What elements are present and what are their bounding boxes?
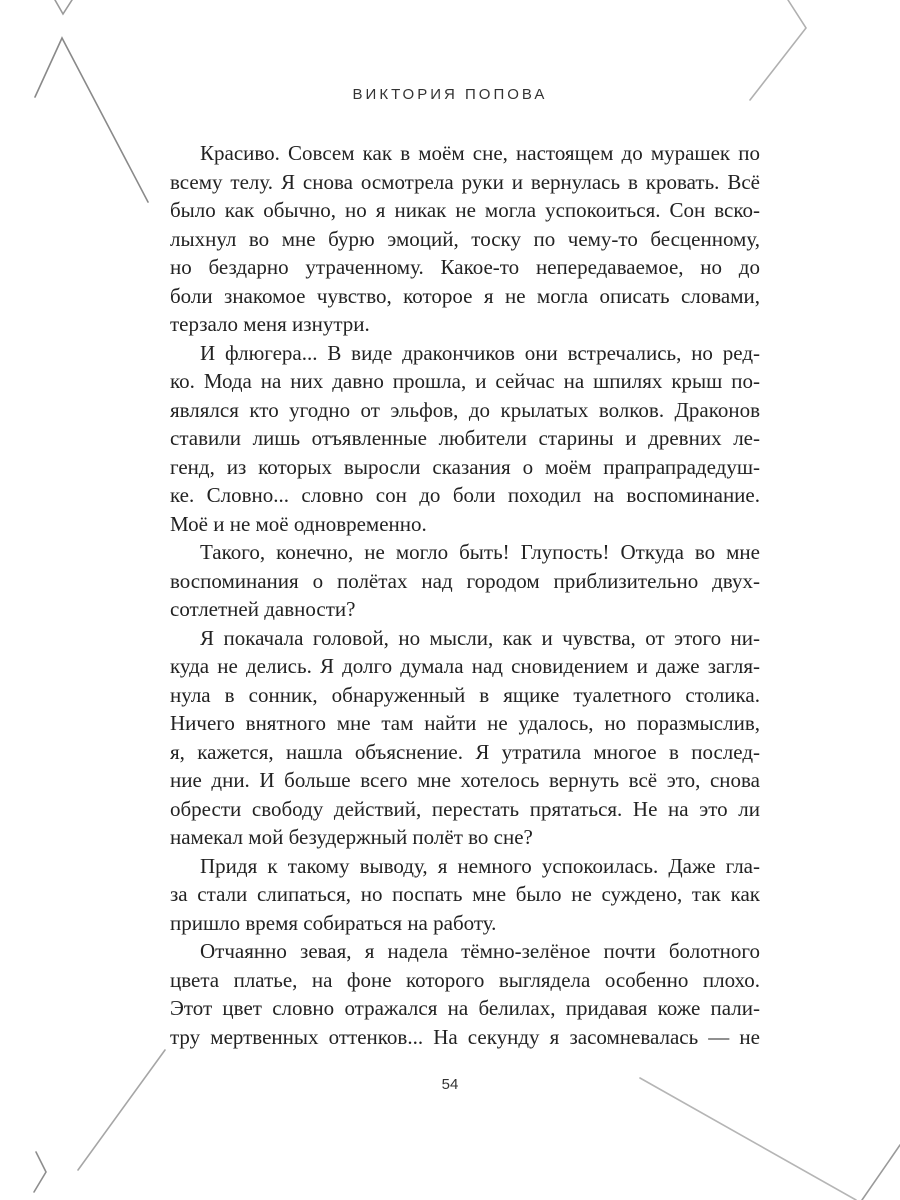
text-line: боли знакомое чувство, которое я не могла описать словами, (170, 283, 760, 308)
text-line: являлся кто угодно от эльфов, до крылатых волков. Драконов (170, 397, 760, 422)
text-line: куда не делись. Я долго думала над сновидением и даже загля- (170, 654, 760, 678)
text-line: было как обычно, но я никак не могла успокоиться. Сон вско- (170, 198, 760, 222)
text-line: Придя к такому выводу, я немного успокоилась. Даже гла- (200, 853, 760, 878)
text-line: Отчаянно зевая, я надела тёмно-зелёное почти болотного (200, 939, 760, 963)
text-line: И флюгера... В виде дракончиков они встречались, но ред- (200, 340, 760, 365)
text-line: генд, из которых выросли сказания о моём прапрапрадедуш- (170, 454, 760, 479)
bottom-left-chevron-line (34, 1152, 46, 1192)
text-line: цвета платье, на фоне которого выглядела особенно плохо. (170, 967, 760, 992)
paragraph (170, 139, 760, 339)
text-line: ние дни. И больше всего мне хотелось вернуть всё это, снова (170, 768, 760, 792)
text-line: ке. Словно... словно сон до боли походил на воспоминание. (170, 483, 760, 507)
top-right-chevron-line (750, 0, 806, 100)
paragraph (170, 852, 760, 938)
text-line: терзало меня изнутри. (170, 312, 370, 336)
text-line: Этот цвет словно отражался на белилах, придавая коже пали- (170, 996, 760, 1020)
text-line: нула в сонник, обнаруженный в ящике туалетного столика. (170, 682, 760, 707)
text-line: Красиво. Совсем как в моём сне, настоящем до мурашек по (200, 141, 760, 165)
paragraph (170, 538, 760, 624)
text-line: Я покачала головой, но мысли, как и чувства, от этого ни- (200, 625, 760, 650)
paragraph (170, 624, 760, 852)
text-line: сотлетней давности? (170, 597, 356, 621)
text-line: Ничего внятного мне там найти не удалось, но поразмыслив, (170, 711, 760, 735)
text-line: но бездарно утраченному. Какое-то непередаваемое, но до (170, 255, 760, 279)
text-line: за стали слипаться, но поспать мне было не суждено, так как (170, 882, 760, 906)
text-line: обрести свободу действий, перестать прятаться. Не на это ли (170, 796, 760, 821)
text-line: лыхнул во мне бурю эмоций, тоску по чему-то бесценному, (170, 226, 760, 251)
running-head: ВИКТОРИЯ ПОПОВА (352, 86, 548, 103)
text-line: ко. Мода на них давно прошла, и сейчас на шпилях крыш по- (170, 369, 760, 393)
text-line: тру мертвенных оттенков... На секунду я засомневалась — не (170, 1024, 760, 1049)
body-text (170, 139, 760, 1051)
text-line: Такого, конечно, не могло быть! Глупость! Откуда во мне (200, 540, 760, 564)
paragraph (170, 937, 760, 1051)
page-number: 54 (441, 1076, 459, 1093)
bottom-left-diagonal-line (78, 1050, 165, 1170)
text-line: Моё и не моё одновременно. (170, 511, 427, 536)
text-line: намекал мой безудержный полёт во сне? (170, 825, 533, 849)
bottom-right-edge-line (862, 1145, 900, 1200)
text-line: всему телу. Я снова осмотрела руки и вернулась в кровать. Всё (170, 169, 760, 194)
text-line: я, кажется, нашла объяснение. Я утратила многое в послед- (170, 739, 760, 764)
top-left-notch-line (55, 0, 72, 14)
text-line: ставили лишь отъявленные любители старины и древних ле- (170, 426, 760, 450)
bottom-right-diagonal-line (640, 1078, 856, 1200)
text-line: воспоминания о полётах над городом приблизительно двух- (170, 568, 760, 593)
text-line: пришло время собираться на работу. (170, 910, 497, 935)
top-left-triangle-line (35, 38, 148, 202)
paragraph (170, 339, 760, 539)
